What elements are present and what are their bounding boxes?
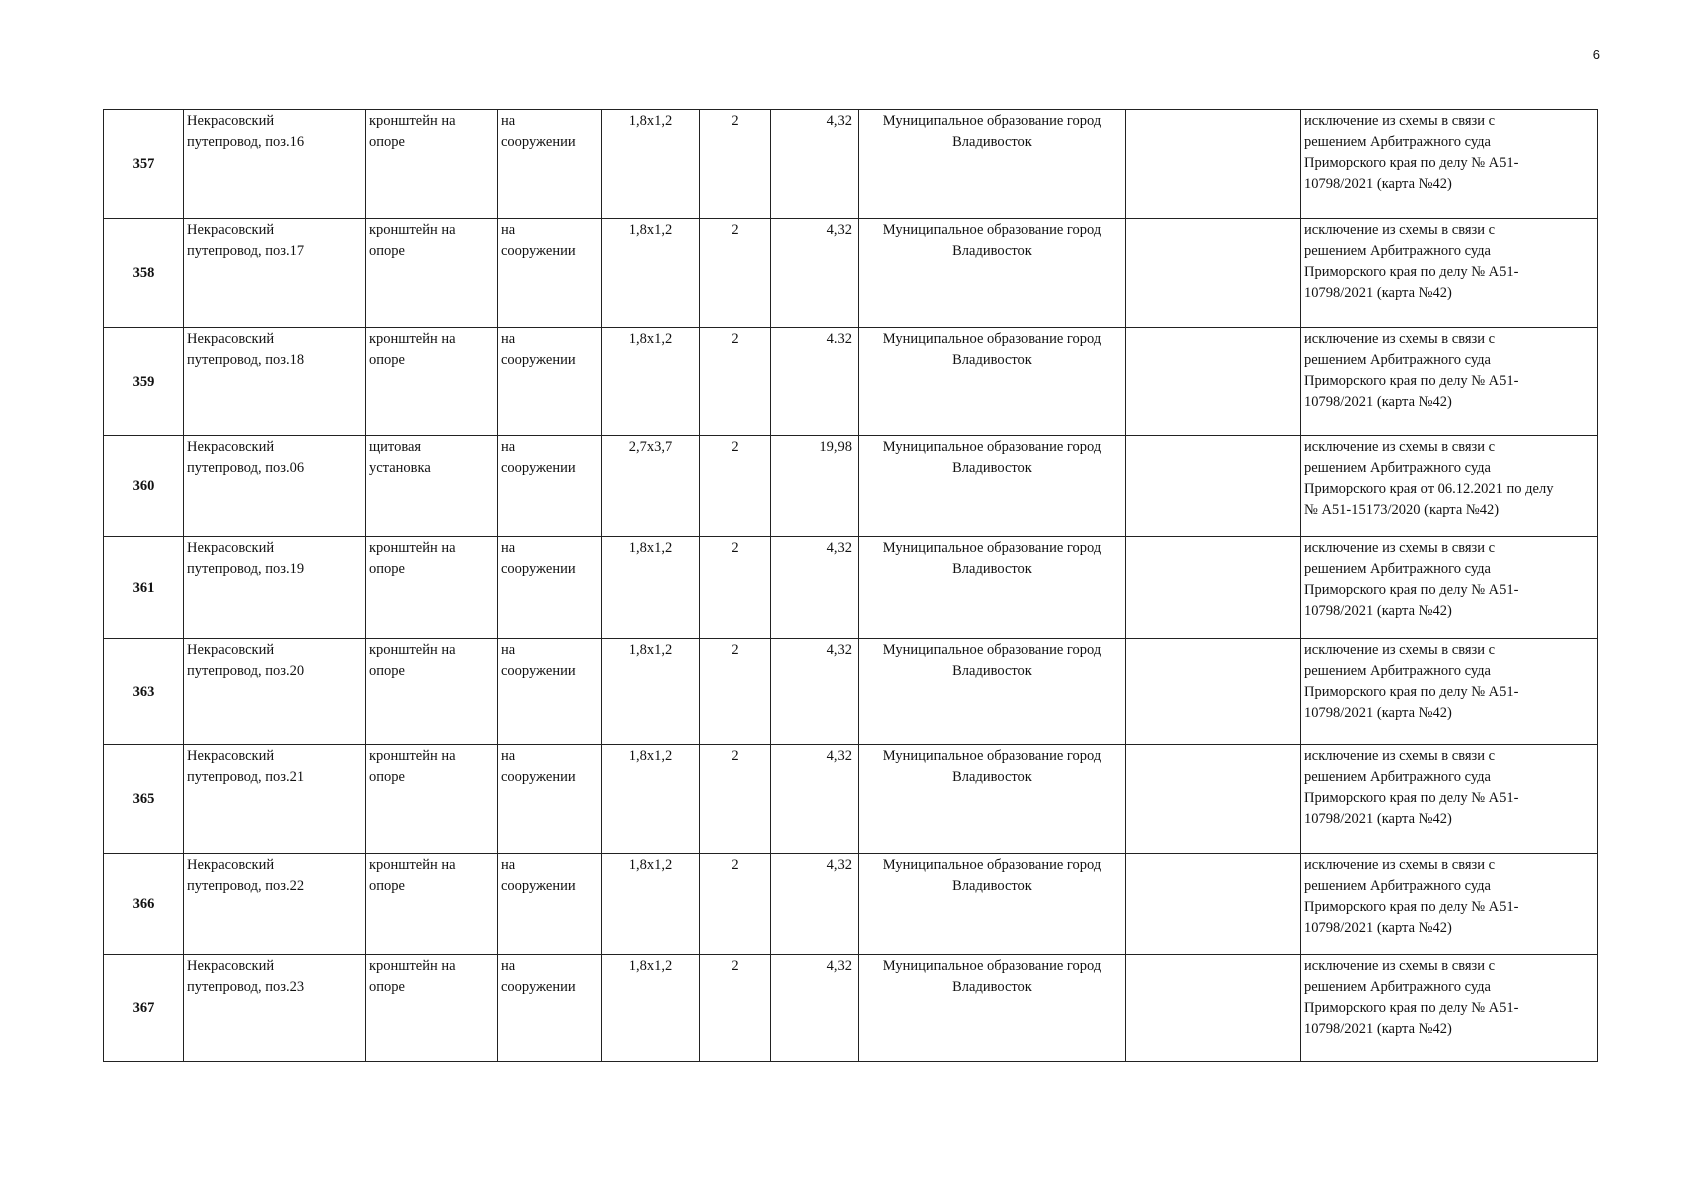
row-number: 360 xyxy=(104,436,184,537)
sides-cell: 2 xyxy=(700,745,771,854)
placement-cell xyxy=(498,110,602,219)
type-cell xyxy=(366,537,498,639)
owner-cell-line: Муниципальное образование город xyxy=(882,958,1102,974)
empty-cell xyxy=(1126,219,1301,328)
location-cell-line: Некрасовский xyxy=(187,642,275,658)
note-cell xyxy=(1301,328,1598,436)
placement-cell xyxy=(498,745,602,854)
location-cell xyxy=(184,639,366,745)
type-cell-line: кронштейн на xyxy=(369,748,456,764)
type-cell-line: опоре xyxy=(369,243,405,259)
row-number: 357 xyxy=(104,110,184,219)
type-cell xyxy=(366,436,498,537)
type-cell-line: кронштейн на xyxy=(369,642,456,658)
area-cell: 4,32 xyxy=(771,110,859,219)
row-number: 367 xyxy=(104,955,184,1062)
owner-cell-line: Муниципальное образование город xyxy=(882,540,1102,556)
location-cell-line: Некрасовский xyxy=(187,748,275,764)
type-cell-line: опоре xyxy=(369,769,405,785)
sides-cell: 2 xyxy=(700,328,771,436)
location-cell xyxy=(184,436,366,537)
note-cell-line: Приморского края от 06.12.2021 по делу xyxy=(1304,481,1554,497)
owner-cell-line: Владивосток xyxy=(952,352,1032,368)
note-cell xyxy=(1301,436,1598,537)
table-row xyxy=(104,219,1598,328)
row-number: 358 xyxy=(104,219,184,328)
type-cell-line: кронштейн на xyxy=(369,958,456,974)
note-cell-line: исключение из схемы в связи с xyxy=(1304,222,1496,238)
location-cell xyxy=(184,328,366,436)
placement-cell xyxy=(498,854,602,955)
sides-cell: 2 xyxy=(700,639,771,745)
placement-cell-line: на xyxy=(501,540,516,556)
location-cell-line: Некрасовский xyxy=(187,540,275,556)
type-cell-line: опоре xyxy=(369,979,405,995)
empty-cell xyxy=(1126,854,1301,955)
note-cell xyxy=(1301,537,1598,639)
note-cell-line: решением Арбитражного суда xyxy=(1304,663,1491,679)
note-cell-line: 10798/2021 (карта №42) xyxy=(1304,1021,1452,1037)
type-cell-line: кронштейн на xyxy=(369,222,456,238)
size-cell: 1,8x1,2 xyxy=(602,219,700,328)
area-cell: 4,32 xyxy=(771,745,859,854)
note-cell-line: решением Арбитражного суда xyxy=(1304,561,1491,577)
type-cell-line: опоре xyxy=(369,561,405,577)
type-cell xyxy=(366,328,498,436)
owner-cell-line: Владивосток xyxy=(952,561,1032,577)
note-cell-line: Приморского края по делу № А51- xyxy=(1304,373,1519,389)
area-cell: 4.32 xyxy=(771,328,859,436)
empty-cell xyxy=(1126,955,1301,1062)
table-row xyxy=(104,639,1598,745)
owner-cell xyxy=(859,537,1126,639)
type-cell-line: опоре xyxy=(369,663,405,679)
note-cell-line: решением Арбитражного суда xyxy=(1304,979,1491,995)
owner-cell-line: Владивосток xyxy=(952,134,1032,150)
row-number: 366 xyxy=(104,854,184,955)
location-cell-line: путепровод, поз.23 xyxy=(187,979,305,995)
location-cell xyxy=(184,110,366,219)
placement-cell-line: на xyxy=(501,439,516,455)
location-cell-line: путепровод, поз.21 xyxy=(187,769,305,785)
owner-cell xyxy=(859,219,1126,328)
location-cell-line: путепровод, поз.22 xyxy=(187,878,305,894)
location-cell-line: Некрасовский xyxy=(187,113,275,129)
type-cell-line: установка xyxy=(369,460,431,476)
note-cell-line: 10798/2021 (карта №42) xyxy=(1304,176,1452,192)
owner-cell-line: Муниципальное образование город xyxy=(882,642,1102,658)
placement-cell-line: сооружении xyxy=(501,460,576,476)
owner-cell xyxy=(859,639,1126,745)
location-cell-line: Некрасовский xyxy=(187,222,275,238)
owner-cell-line: Муниципальное образование город xyxy=(882,113,1102,129)
type-cell xyxy=(366,955,498,1062)
location-cell xyxy=(184,219,366,328)
table-row xyxy=(104,328,1598,436)
note-cell xyxy=(1301,110,1598,219)
note-cell-line: 10798/2021 (карта №42) xyxy=(1304,705,1452,721)
placement-cell-line: на xyxy=(501,857,516,873)
note-cell-line: решением Арбитражного суда xyxy=(1304,243,1491,259)
owner-cell-line: Владивосток xyxy=(952,460,1032,476)
note-cell-line: решением Арбитражного суда xyxy=(1304,134,1491,150)
owner-cell xyxy=(859,745,1126,854)
placement-cell-line: сооружении xyxy=(501,243,576,259)
note-cell-line: Приморского края по делу № А51- xyxy=(1304,264,1519,280)
note-cell-line: 10798/2021 (карта №42) xyxy=(1304,920,1452,936)
sides-cell: 2 xyxy=(700,854,771,955)
sides-cell: 2 xyxy=(700,436,771,537)
placement-cell-line: сооружении xyxy=(501,561,576,577)
note-cell-line: № А51-15173/2020 (карта №42) xyxy=(1304,502,1500,518)
location-cell-line: путепровод, поз.18 xyxy=(187,352,305,368)
placement-cell-line: на xyxy=(501,748,516,764)
note-cell-line: решением Арбитражного суда xyxy=(1304,352,1491,368)
empty-cell xyxy=(1126,110,1301,219)
owner-cell-line: Владивосток xyxy=(952,663,1032,679)
owner-cell-line: Владивосток xyxy=(952,979,1032,995)
type-cell xyxy=(366,110,498,219)
empty-cell xyxy=(1126,537,1301,639)
note-cell-line: решением Арбитражного суда xyxy=(1304,460,1491,476)
location-cell xyxy=(184,955,366,1062)
owner-cell-line: Владивосток xyxy=(952,243,1032,259)
empty-cell xyxy=(1126,436,1301,537)
location-cell-line: путепровод, поз.06 xyxy=(187,460,305,476)
note-cell-line: Приморского края по делу № А51- xyxy=(1304,684,1519,700)
placement-cell-line: на xyxy=(501,222,516,238)
empty-cell xyxy=(1126,745,1301,854)
sides-cell: 2 xyxy=(700,110,771,219)
location-cell-line: путепровод, поз.20 xyxy=(187,663,305,679)
note-cell-line: 10798/2021 (карта №42) xyxy=(1304,603,1452,619)
row-number: 363 xyxy=(104,639,184,745)
location-cell-line: путепровод, поз.17 xyxy=(187,243,305,259)
size-cell: 2,7x3,7 xyxy=(602,436,700,537)
size-cell: 1,8x1,2 xyxy=(602,639,700,745)
note-cell-line: исключение из схемы в связи с xyxy=(1304,439,1496,455)
area-cell: 4,32 xyxy=(771,639,859,745)
row-number: 359 xyxy=(104,328,184,436)
location-cell-line: Некрасовский xyxy=(187,857,275,873)
placement-cell-line: на xyxy=(501,642,516,658)
table-row xyxy=(104,110,1598,219)
owner-cell-line: Муниципальное образование город xyxy=(882,222,1102,238)
size-cell: 1,8x1,2 xyxy=(602,110,700,219)
placement-cell xyxy=(498,436,602,537)
table-row xyxy=(104,745,1598,854)
table-row xyxy=(104,436,1598,537)
owner-cell xyxy=(859,955,1126,1062)
location-cell xyxy=(184,537,366,639)
note-cell-line: исключение из схемы в связи с xyxy=(1304,642,1496,658)
note-cell-line: исключение из схемы в связи с xyxy=(1304,958,1496,974)
placement-cell-line: сооружении xyxy=(501,769,576,785)
empty-cell xyxy=(1126,328,1301,436)
location-cell-line: Некрасовский xyxy=(187,958,275,974)
sides-cell: 2 xyxy=(700,955,771,1062)
note-cell xyxy=(1301,955,1598,1062)
note-cell-line: исключение из схемы в связи с xyxy=(1304,748,1496,764)
location-cell-line: Некрасовский xyxy=(187,439,275,455)
area-cell: 4,32 xyxy=(771,854,859,955)
placement-cell-line: сооружении xyxy=(501,979,576,995)
note-cell-line: исключение из схемы в связи с xyxy=(1304,113,1496,129)
owner-cell xyxy=(859,854,1126,955)
owner-cell-line: Муниципальное образование город xyxy=(882,331,1102,347)
note-cell xyxy=(1301,219,1598,328)
owner-cell xyxy=(859,436,1126,537)
placement-cell-line: сооружении xyxy=(501,352,576,368)
type-cell-line: кронштейн на xyxy=(369,857,456,873)
type-cell xyxy=(366,639,498,745)
owner-cell-line: Муниципальное образование город xyxy=(882,748,1102,764)
note-cell xyxy=(1301,854,1598,955)
owner-cell xyxy=(859,328,1126,436)
placement-cell xyxy=(498,219,602,328)
note-cell-line: Приморского края по делу № А51- xyxy=(1304,1000,1519,1016)
placement-cell xyxy=(498,639,602,745)
location-cell xyxy=(184,745,366,854)
note-cell-line: 10798/2021 (карта №42) xyxy=(1304,285,1452,301)
type-cell-line: опоре xyxy=(369,878,405,894)
table-row xyxy=(104,955,1598,1062)
area-cell: 4,32 xyxy=(771,537,859,639)
location-cell-line: Некрасовский xyxy=(187,331,275,347)
placement-cell-line: на xyxy=(501,958,516,974)
size-cell: 1,8x1,2 xyxy=(602,955,700,1062)
location-cell-line: путепровод, поз.19 xyxy=(187,561,305,577)
table-row xyxy=(104,854,1598,955)
type-cell-line: кронштейн на xyxy=(369,113,456,129)
placement-cell-line: сооружении xyxy=(501,878,576,894)
size-cell: 1,8x1,2 xyxy=(602,537,700,639)
type-cell xyxy=(366,219,498,328)
page-number: 6 xyxy=(1592,47,1600,62)
empty-cell xyxy=(1126,639,1301,745)
note-cell xyxy=(1301,745,1598,854)
note-cell-line: решением Арбитражного суда xyxy=(1304,769,1491,785)
placement-cell xyxy=(498,537,602,639)
note-cell xyxy=(1301,639,1598,745)
placement-cell xyxy=(498,955,602,1062)
type-cell xyxy=(366,854,498,955)
note-cell-line: Приморского края по делу № А51- xyxy=(1304,899,1519,915)
area-cell: 19,98 xyxy=(771,436,859,537)
owner-cell-line: Владивосток xyxy=(952,878,1032,894)
size-cell: 1,8x1,2 xyxy=(602,745,700,854)
type-cell-line: щитовая xyxy=(369,439,422,455)
placement-cell-line: на xyxy=(501,113,516,129)
area-cell: 4,32 xyxy=(771,955,859,1062)
owner-cell xyxy=(859,110,1126,219)
sides-cell: 2 xyxy=(700,537,771,639)
type-cell-line: кронштейн на xyxy=(369,331,456,347)
owner-cell-line: Владивосток xyxy=(952,769,1032,785)
note-cell-line: исключение из схемы в связи с xyxy=(1304,331,1496,347)
size-cell: 1,8x1,2 xyxy=(602,328,700,436)
note-cell-line: Приморского края по делу № А51- xyxy=(1304,582,1519,598)
register-table xyxy=(103,109,1598,1062)
placement-cell-line: сооружении xyxy=(501,663,576,679)
area-cell: 4,32 xyxy=(771,219,859,328)
owner-cell-line: Муниципальное образование город xyxy=(882,857,1102,873)
note-cell-line: исключение из схемы в связи с xyxy=(1304,857,1496,873)
row-number: 365 xyxy=(104,745,184,854)
location-cell-line: путепровод, поз.16 xyxy=(187,134,305,150)
note-cell-line: исключение из схемы в связи с xyxy=(1304,540,1496,556)
placement-cell-line: сооружении xyxy=(501,134,576,150)
owner-cell-line: Муниципальное образование город xyxy=(882,439,1102,455)
placement-cell-line: на xyxy=(501,331,516,347)
sides-cell: 2 xyxy=(700,219,771,328)
table-row xyxy=(104,537,1598,639)
note-cell-line: 10798/2021 (карта №42) xyxy=(1304,394,1452,410)
note-cell-line: Приморского края по делу № А51- xyxy=(1304,790,1519,806)
note-cell-line: 10798/2021 (карта №42) xyxy=(1304,811,1452,827)
table-body xyxy=(104,110,1598,1062)
type-cell-line: опоре xyxy=(369,134,405,150)
type-cell-line: кронштейн на xyxy=(369,540,456,556)
row-number: 361 xyxy=(104,537,184,639)
note-cell-line: Приморского края по делу № А51- xyxy=(1304,155,1519,171)
placement-cell xyxy=(498,328,602,436)
size-cell: 1,8x1,2 xyxy=(602,854,700,955)
type-cell xyxy=(366,745,498,854)
location-cell xyxy=(184,854,366,955)
note-cell-line: решением Арбитражного суда xyxy=(1304,878,1491,894)
type-cell-line: опоре xyxy=(369,352,405,368)
